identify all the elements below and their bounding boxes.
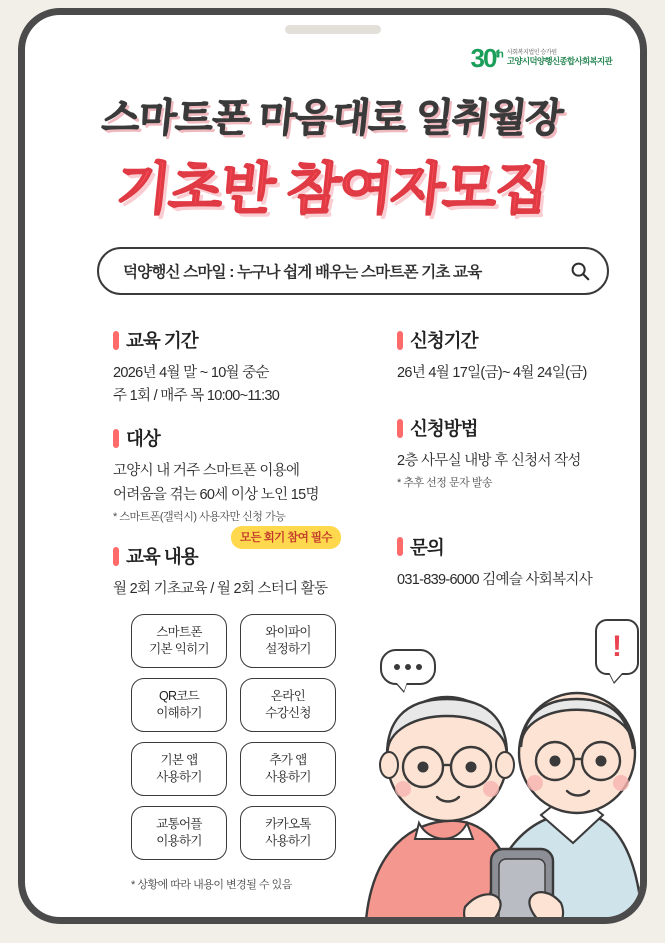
list-item <box>131 614 227 668</box>
search-input-value: 덕양행신 스마일 : 누구나 쉽게 배우는 스마트폰 기초 교육 <box>123 264 482 281</box>
list-item <box>240 678 336 732</box>
section-marker-icon <box>397 537 403 556</box>
curriculum-item-line-1: 온라인 <box>270 688 306 703</box>
section-target-title <box>113 425 385 451</box>
section-marker-icon <box>113 429 119 448</box>
curriculum-item-line-1: QR코드 <box>158 688 200 703</box>
phone-speaker <box>285 25 381 34</box>
curriculum-item-line-2: 이용하기 <box>156 833 202 848</box>
curriculum-item-line-1: 교통어플 <box>156 816 202 831</box>
phone-volume-button[interactable] <box>646 165 647 213</box>
list-item <box>131 742 227 796</box>
section-apply-period-body <box>397 362 629 385</box>
section-contact-label: 문의 <box>410 536 444 558</box>
phone-frame <box>18 8 647 924</box>
curriculum-item-line-1: 기본 앱 <box>160 752 198 767</box>
section-period-title <box>113 327 385 353</box>
apply-method-line-1: 2층 사무실 내방 후 신청서 작성 <box>397 453 581 470</box>
section-marker-icon <box>113 331 119 350</box>
illustration-elderly-couple <box>345 607 645 924</box>
curriculum-item-line-2: 수강신청 <box>265 705 311 720</box>
phone-side-button-left[interactable] <box>18 191 19 231</box>
section-target-body <box>113 460 385 526</box>
headline-line-2: 기초반 참여자모집 <box>113 157 551 220</box>
section-period-label: 교육 기간 <box>126 330 198 351</box>
section-marker-icon <box>397 419 403 438</box>
logo-mark <box>471 45 502 71</box>
section-contact-body <box>397 569 629 592</box>
section-apply-period-label: 신청기간 <box>410 330 478 351</box>
section-apply-method-body <box>397 450 629 493</box>
curriculum-item-line-1: 스마트폰 <box>156 624 202 639</box>
search-icon[interactable] <box>569 260 591 282</box>
section-period-body <box>113 362 385 408</box>
curriculum-item-line-1: 와이파이 <box>265 624 311 639</box>
period-line-2: 주 1회 / 매주 목 10:00~11:30 <box>113 388 280 405</box>
curriculum-item-line-2: 사용하기 <box>156 769 202 784</box>
logo-line-2: 고양시덕양행신종합사회복지관 <box>506 55 612 66</box>
content-line-1: 월 2회 기초교육 / 월 2회 스터디 활동 <box>113 581 328 598</box>
speech-bubble-dots-icon <box>380 649 436 685</box>
section-apply-method-label: 신청방법 <box>410 418 478 440</box>
headline-line-1: 스마트폰 마음대로 일취월장 <box>99 97 565 140</box>
target-line-2: 어려움을 겪는 60세 이상 노인 15명 <box>113 486 319 503</box>
section-content-body <box>113 578 385 601</box>
target-note: * 스마트폰(갤럭시) 사용자만 신청 가능 <box>113 510 286 523</box>
logo-mark-sup: th <box>495 48 502 61</box>
section-content-title <box>113 532 385 569</box>
apply-method-note: * 추후 선정 문자 발송 <box>397 477 493 490</box>
section-contact-title <box>397 534 629 560</box>
list-item <box>131 806 227 860</box>
section-content-label: 교육 내용 <box>126 546 198 568</box>
search-input[interactable] <box>97 247 609 295</box>
curriculum-item-line-1: 카카오톡 <box>265 816 311 831</box>
curriculum-item-line-1: 추가 앱 <box>269 752 307 767</box>
right-column <box>397 327 629 609</box>
speech-bubble-exclaim-icon <box>595 619 639 675</box>
contact-line-1: 031-839-6000 김예슬 사회복지사 <box>397 571 593 588</box>
list-item <box>131 678 227 732</box>
spacer <box>397 510 629 534</box>
section-target-label: 대상 <box>126 428 160 450</box>
exclaim-glyph: ! <box>612 630 622 663</box>
list-item <box>240 806 336 860</box>
period-line-1: 2026년 4월 말 ~ 10월 중순 <box>113 365 269 381</box>
curriculum-item-line-2: 사용하기 <box>265 769 311 784</box>
list-item <box>240 742 336 796</box>
curriculum-footnote: * 상황에 따라 내용이 변경될 수 있음 <box>131 878 292 891</box>
organization-logo <box>471 45 612 71</box>
logo-line-1: 사회복지법인 승가원 <box>506 49 557 56</box>
status-badge: 모든 회기 참여 필수 <box>231 526 341 549</box>
apply-period-line-1: 26년 4월 17일(금)~ 4월 24일(금) <box>397 365 587 381</box>
curriculum-item-line-2: 사용하기 <box>265 833 311 848</box>
curriculum-item-line-2: 설정하기 <box>265 641 311 656</box>
section-apply-period-title <box>397 327 629 353</box>
spacer <box>397 402 629 415</box>
curriculum-item-line-2: 이해하기 <box>156 705 202 720</box>
target-line-1: 고양시 내 거주 스마트폰 이용에 <box>113 463 300 480</box>
phone-power-button[interactable] <box>646 227 647 305</box>
logo-mark-number: 30 <box>470 43 496 73</box>
section-marker-icon <box>113 547 119 566</box>
section-marker-icon <box>397 331 403 350</box>
list-item <box>240 614 336 668</box>
logo-text <box>507 50 612 67</box>
section-apply-method-title <box>397 415 629 441</box>
page-title <box>25 87 640 225</box>
curriculum-item-line-2: 기본 익히기 <box>149 641 209 656</box>
